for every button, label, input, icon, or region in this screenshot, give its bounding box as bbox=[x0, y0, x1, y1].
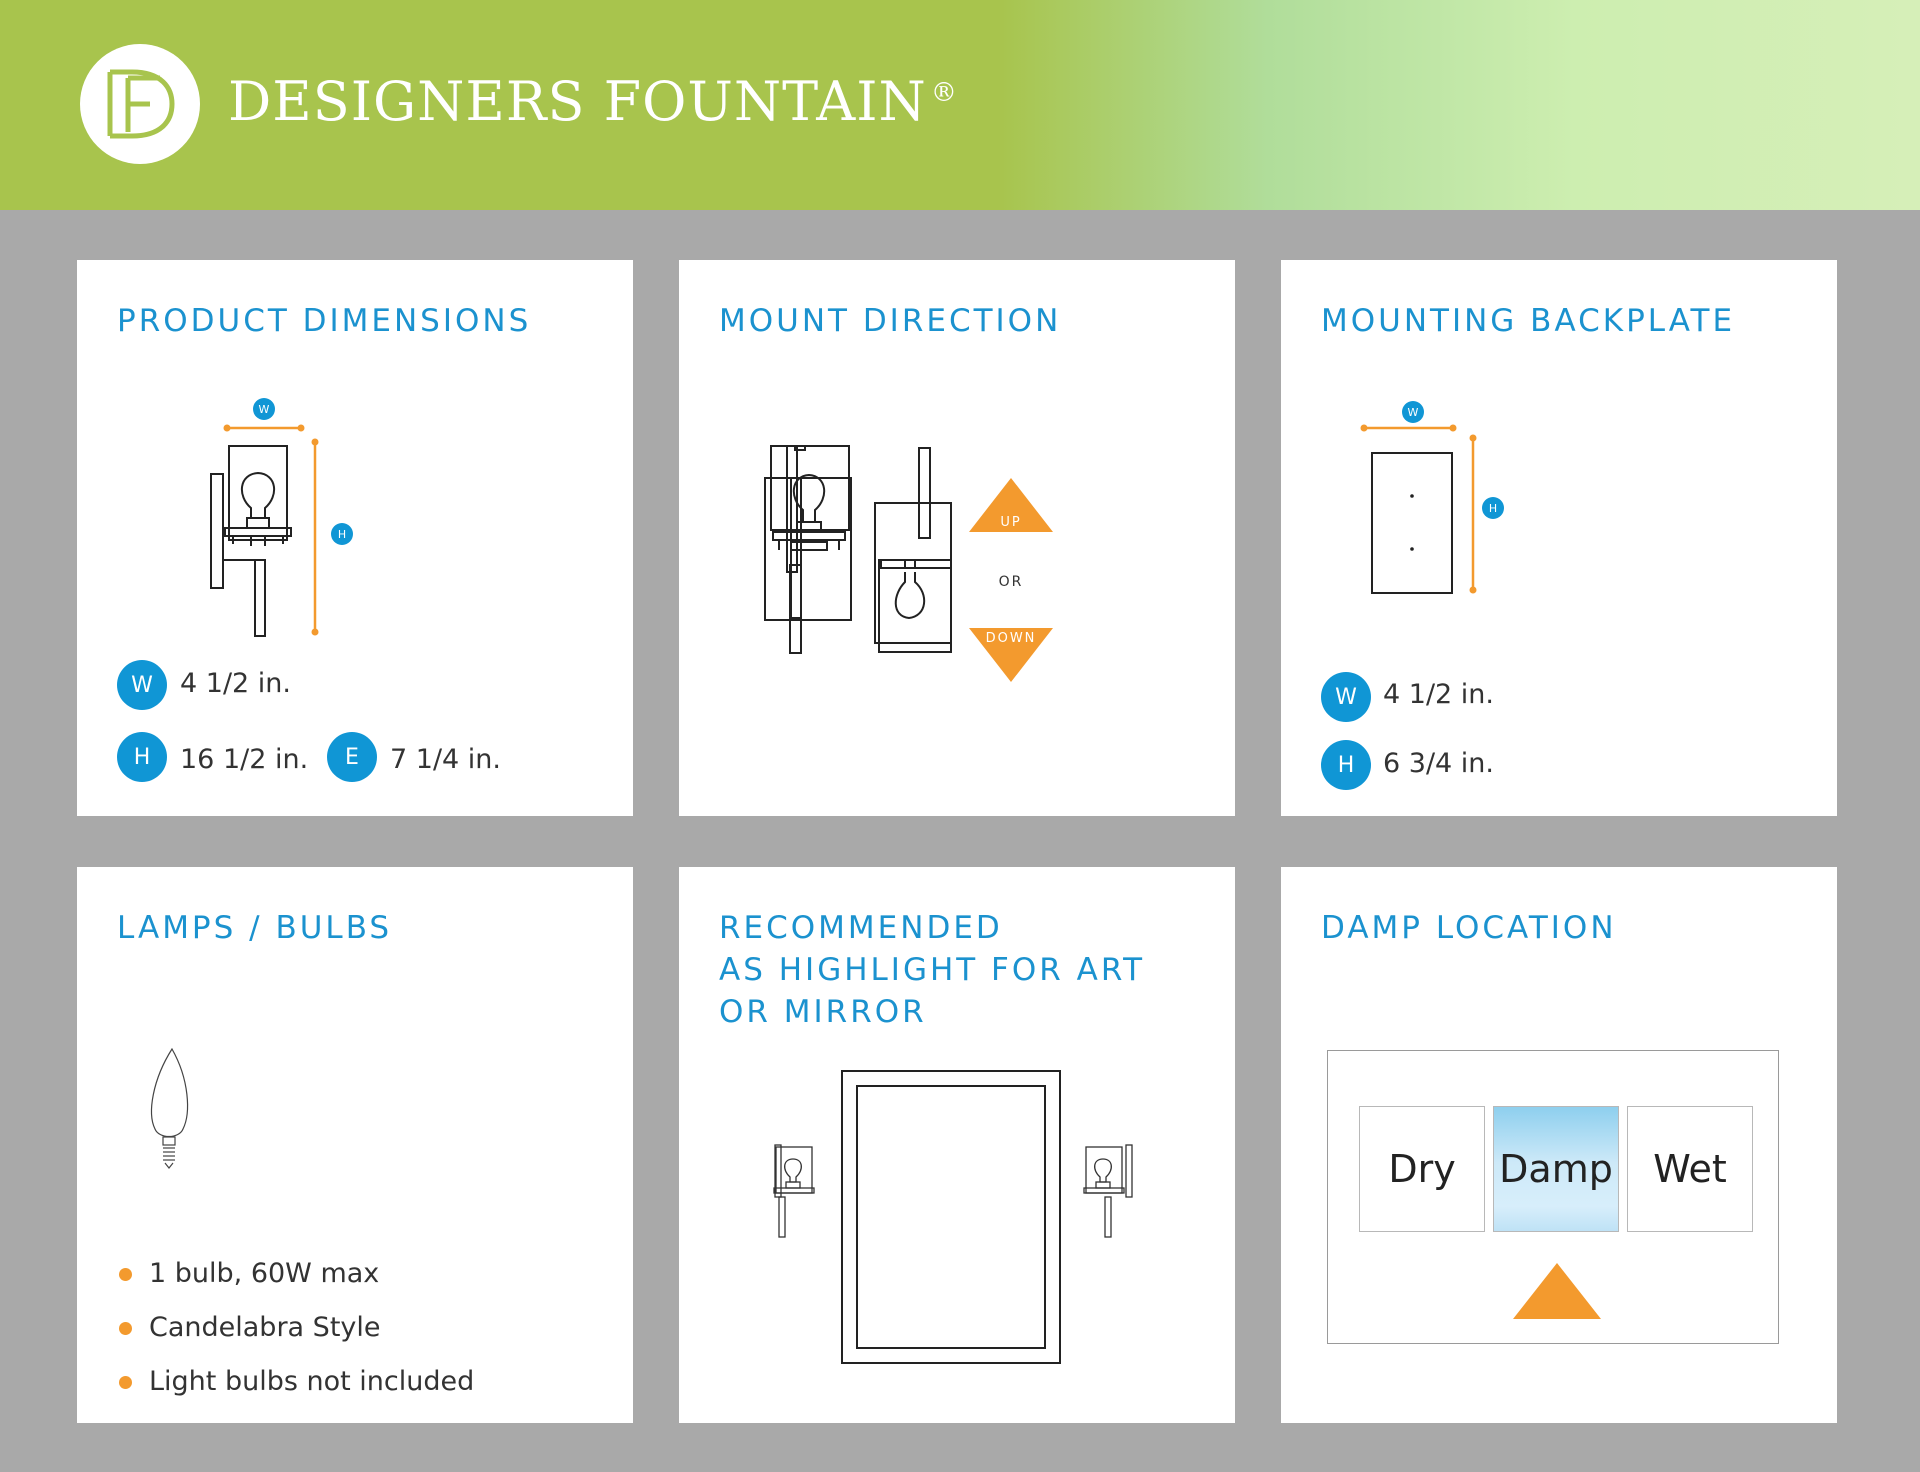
width-value: 4 1/2 in. bbox=[1383, 679, 1494, 710]
damp-location-card bbox=[1281, 867, 1837, 1423]
width-marker-label: W bbox=[258, 403, 270, 416]
right-sconce-icon bbox=[1084, 1145, 1132, 1237]
height-marker-label: H bbox=[1488, 502, 1498, 515]
location-option-wet: Wet bbox=[1627, 1106, 1753, 1232]
extension-badge: E bbox=[327, 732, 377, 782]
card-title: RECOMMENDED AS HIGHLIGHT FOR ART OR MIRROR bbox=[719, 910, 1146, 1030]
bullet-dot-icon bbox=[119, 1376, 132, 1389]
bullet-dot-icon bbox=[119, 1322, 132, 1335]
list-item: Light bulbs not included bbox=[117, 1355, 474, 1409]
mount-direction-diagram bbox=[679, 260, 1235, 816]
location-option-dry: Dry bbox=[1359, 1106, 1485, 1232]
width-marker-label: W bbox=[1407, 406, 1419, 419]
extension-value: 7 1/4 in. bbox=[390, 744, 501, 775]
brand-header bbox=[0, 0, 1920, 210]
card-title: MOUNTING BACKPLATE bbox=[1321, 303, 1736, 339]
height-marker-label: H bbox=[337, 528, 347, 541]
card-title: PRODUCT DIMENSIONS bbox=[117, 303, 532, 339]
left-sconce-icon bbox=[774, 1145, 814, 1237]
sconce-upward-shade-icon bbox=[771, 446, 849, 530]
card-title: DAMP LOCATION bbox=[1321, 910, 1617, 946]
mount-direction-card bbox=[679, 260, 1235, 816]
registered-mark: ® bbox=[930, 78, 958, 108]
sconce-up-bulb-icon bbox=[773, 475, 845, 550]
height-badge: H bbox=[1321, 740, 1371, 790]
brand-logo bbox=[80, 44, 200, 164]
bulb-specs-list bbox=[117, 1247, 474, 1409]
product-dimensions-card bbox=[77, 260, 633, 816]
screw-hole-icon bbox=[1410, 547, 1414, 551]
height-badge: H bbox=[117, 732, 167, 782]
card-title: MOUNT DIRECTION bbox=[719, 303, 1062, 339]
lamps-bulbs-card bbox=[77, 867, 633, 1423]
location-rating-scale bbox=[1327, 1050, 1779, 1344]
candelabra-bulb-icon bbox=[152, 1049, 188, 1168]
brand-name: DESIGNERS FOUNTAIN ® bbox=[228, 70, 958, 133]
list-item: 1 bulb, 60W max bbox=[117, 1247, 474, 1301]
height-value: 6 3/4 in. bbox=[1383, 748, 1494, 779]
backplate-icon bbox=[1372, 453, 1452, 593]
mirror-highlight-diagram bbox=[679, 867, 1235, 1423]
or-label: OR bbox=[998, 574, 1024, 590]
width-badge: W bbox=[1321, 672, 1371, 722]
height-value: 16 1/2 in. bbox=[180, 744, 309, 775]
selected-indicator-arrow-icon bbox=[1513, 1263, 1601, 1319]
down-label: DOWN bbox=[985, 631, 1037, 646]
bullet-dot-icon bbox=[119, 1268, 132, 1281]
up-label: UP bbox=[1000, 515, 1022, 530]
location-option-damp: Damp bbox=[1493, 1106, 1619, 1232]
card-title: LAMPS / BULBS bbox=[117, 910, 393, 946]
mirror-icon bbox=[842, 1071, 1060, 1363]
screw-hole-icon bbox=[1410, 494, 1414, 498]
df-monogram-icon bbox=[80, 44, 200, 164]
mounting-backplate-card bbox=[1281, 260, 1837, 816]
width-value: 4 1/2 in. bbox=[180, 668, 291, 699]
width-badge: W bbox=[117, 660, 167, 710]
sconce-icon bbox=[211, 446, 291, 636]
list-item: Candelabra Style bbox=[117, 1301, 474, 1355]
sconce-down-icon bbox=[875, 448, 951, 652]
recommended-card bbox=[679, 867, 1235, 1423]
backplate-dimension-diagram bbox=[1281, 260, 1837, 816]
